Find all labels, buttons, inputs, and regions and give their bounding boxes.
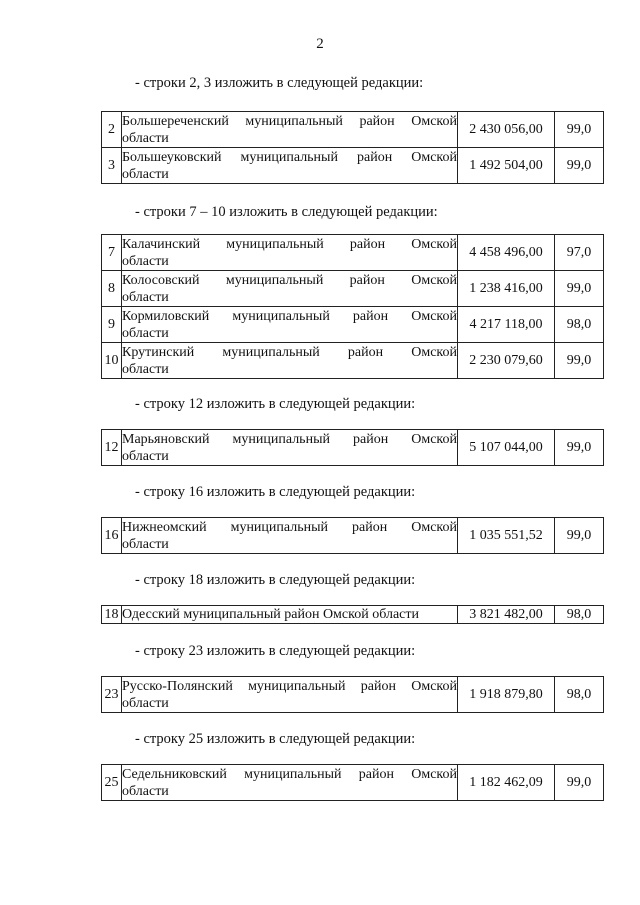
district-name	[122, 606, 458, 624]
section-heading: - строку 23 изложить в следующей редакции:	[135, 643, 416, 659]
row-number: 25	[102, 765, 122, 801]
district-name-line1: Кормиловский муниципальный район Омской	[122, 308, 457, 324]
section-heading: - строку 12 изложить в следующей редакции:	[135, 396, 416, 412]
amount-cell: 4 217 118,00	[458, 307, 555, 343]
amount-cell: 1 182 462,09	[458, 765, 555, 801]
rows-table	[101, 429, 604, 466]
percent-cell: 99,0	[555, 430, 604, 466]
section-heading: - строки 7 – 10 изложить в следующей редакции:	[135, 204, 438, 220]
table-row	[102, 271, 604, 307]
district-name-line1: Нижнеомский муниципальный район Омской	[122, 519, 457, 535]
district-name-line2: области	[122, 361, 169, 377]
table-row	[102, 606, 604, 624]
district-name-line1: Большереченский муниципальный район Омской	[122, 113, 457, 129]
percent-cell: 99,0	[555, 148, 604, 184]
rows-table	[101, 676, 604, 713]
rows-table	[101, 605, 604, 624]
district-name-line2: области	[122, 695, 169, 711]
district-name	[122, 148, 458, 184]
rows-table	[101, 111, 604, 184]
district-name-line1: Большеуковский муниципальный район Омской	[122, 149, 457, 165]
rows-table	[101, 764, 604, 801]
district-name	[122, 235, 458, 271]
row-number: 7	[102, 235, 122, 271]
district-name-line1: Одесский муниципальный район Омской области	[122, 607, 420, 622]
page-number: 2	[316, 36, 324, 52]
percent-cell: 99,0	[555, 765, 604, 801]
amount-cell: 1 035 551,52	[458, 518, 555, 554]
district-name-line2: области	[122, 289, 169, 305]
section-heading: - строку 25 изложить в следующей редакции:	[135, 731, 416, 747]
amount-cell: 4 458 496,00	[458, 235, 555, 271]
table-row	[102, 112, 604, 148]
district-name-line1: Крутинский муниципальный район Омской	[122, 344, 457, 360]
section-heading: - строки 2, 3 изложить в следующей редакции:	[135, 75, 424, 91]
district-name	[122, 307, 458, 343]
amount-cell: 1 238 416,00	[458, 271, 555, 307]
district-name	[122, 343, 458, 379]
table-row	[102, 235, 604, 271]
table-row	[102, 307, 604, 343]
district-name-line1: Русско-Полянский муниципальный район Омской	[122, 678, 457, 694]
table-row	[102, 765, 604, 801]
district-name	[122, 430, 458, 466]
district-name	[122, 765, 458, 801]
district-name-line1: Колосовский муниципальный район Омской	[122, 272, 457, 288]
district-name-line2: области	[122, 166, 169, 182]
district-name-line1: Марьяновский муниципальный район Омской	[122, 431, 457, 447]
amount-cell: 5 107 044,00	[458, 430, 555, 466]
amount-cell: 2 230 079,60	[458, 343, 555, 379]
district-name-line2: области	[122, 536, 169, 552]
row-number: 10	[102, 343, 122, 379]
row-number: 16	[102, 518, 122, 554]
table-row	[102, 148, 604, 184]
district-name	[122, 271, 458, 307]
table-row	[102, 430, 604, 466]
row-number: 3	[102, 148, 122, 184]
percent-cell: 99,0	[555, 518, 604, 554]
row-number: 18	[102, 606, 122, 624]
district-name-line1: Седельниковский муниципальный район Омской	[122, 766, 457, 782]
percent-cell: 98,0	[555, 307, 604, 343]
row-number: 12	[102, 430, 122, 466]
percent-cell: 99,0	[555, 112, 604, 148]
amount-cell: 1 492 504,00	[458, 148, 555, 184]
percent-cell: 97,0	[555, 235, 604, 271]
district-name-line2: области	[122, 783, 169, 799]
amount-cell: 1 918 879,80	[458, 677, 555, 713]
amount-cell: 3 821 482,00	[458, 606, 555, 624]
percent-cell: 98,0	[555, 606, 604, 624]
percent-cell: 99,0	[555, 271, 604, 307]
percent-cell: 99,0	[555, 343, 604, 379]
rows-table	[101, 517, 604, 554]
row-number: 23	[102, 677, 122, 713]
district-name-line2: области	[122, 130, 169, 146]
table-row	[102, 677, 604, 713]
row-number: 9	[102, 307, 122, 343]
table-row	[102, 518, 604, 554]
amount-cell: 2 430 056,00	[458, 112, 555, 148]
district-name	[122, 677, 458, 713]
district-name-line2: области	[122, 448, 169, 464]
percent-cell: 98,0	[555, 677, 604, 713]
section-heading: - строку 16 изложить в следующей редакции:	[135, 484, 416, 500]
rows-table	[101, 234, 604, 379]
district-name-line1: Калачинский муниципальный район Омской	[122, 236, 457, 252]
district-name-line2: области	[122, 325, 169, 341]
row-number: 2	[102, 112, 122, 148]
district-name	[122, 518, 458, 554]
row-number: 8	[102, 271, 122, 307]
table-row	[102, 343, 604, 379]
district-name	[122, 112, 458, 148]
district-name-line2: области	[122, 253, 169, 269]
section-heading: - строку 18 изложить в следующей редакции:	[135, 572, 416, 588]
